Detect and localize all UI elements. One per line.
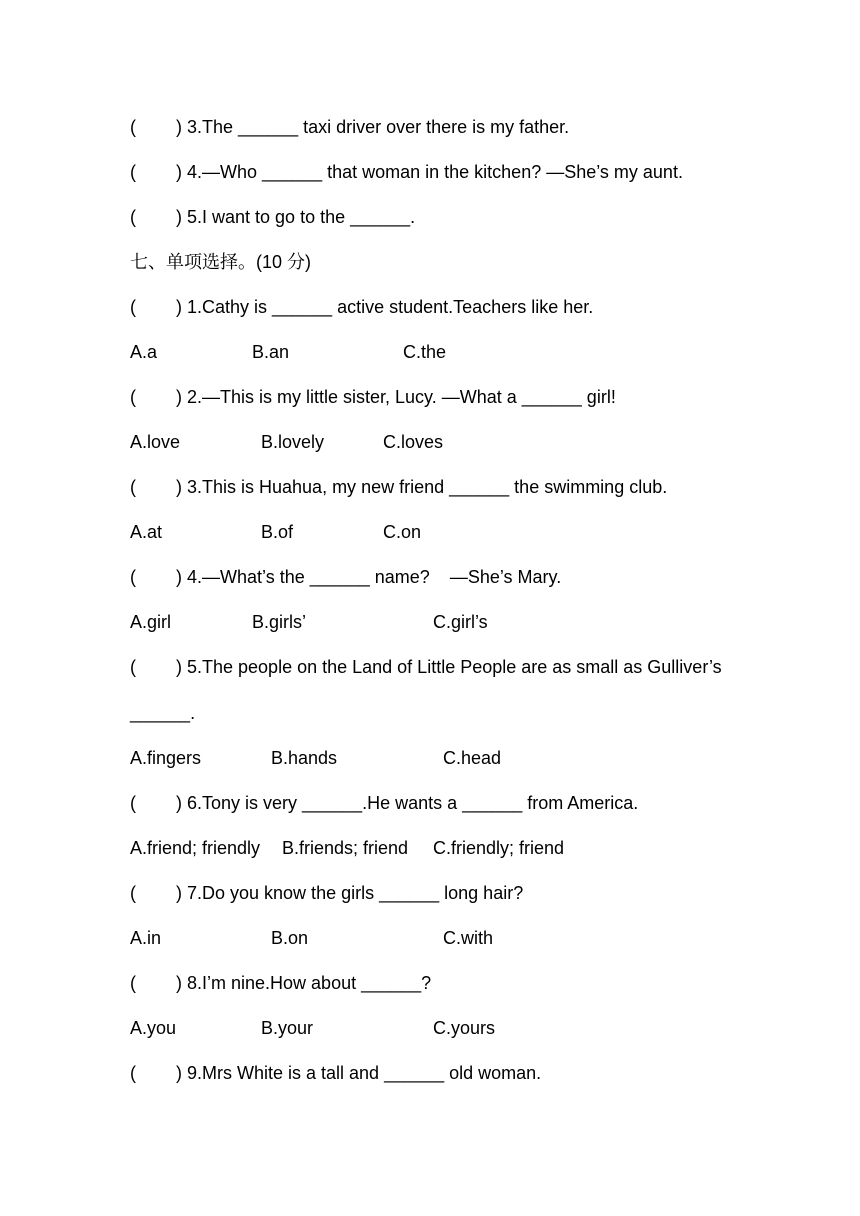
option-a: A.friend; friendly — [130, 838, 261, 858]
option-b: B.an — [252, 342, 290, 362]
options-row — [130, 747, 730, 769]
option-c: C.friendly; friend — [433, 838, 565, 858]
question — [130, 386, 616, 408]
options-row — [130, 341, 730, 363]
fill-item — [130, 116, 569, 138]
question — [130, 296, 593, 318]
question — [130, 566, 561, 588]
option-a: A.you — [130, 1018, 177, 1038]
section-title: 七、单项选择。(10 分) — [130, 252, 312, 272]
option-c: C.yours — [433, 1018, 496, 1038]
question — [130, 792, 638, 814]
fill-item — [130, 161, 683, 183]
question — [130, 882, 523, 904]
option-b: B.friends; friend — [282, 838, 409, 858]
options-row — [130, 1017, 730, 1039]
answer-paren: ( — [130, 162, 136, 182]
question-text: ) 4.—Who ______ that woman in the kitchen? —She’s my aunt. — [176, 162, 683, 182]
option-a: A.love — [130, 432, 181, 452]
options-row — [130, 837, 730, 859]
answer-paren: ( — [130, 973, 136, 993]
option-b: B.your — [261, 1018, 314, 1038]
option-c: C.loves — [383, 432, 444, 452]
options-row — [130, 431, 730, 453]
question-text: ) 5.I want to go to the ______. — [176, 207, 416, 227]
answer-paren: ( — [130, 387, 136, 407]
question — [130, 656, 722, 678]
option-a: A.at — [130, 522, 163, 542]
question-text: ) 2.—This is my little sister, Lucy. —What a ______ girl! — [176, 387, 616, 407]
option-a: A.fingers — [130, 748, 202, 768]
option-c: C.on — [383, 522, 422, 542]
option-b: B.lovely — [261, 432, 325, 452]
question-text: ) 9.Mrs White is a tall and ______ old woman. — [176, 1063, 542, 1083]
question — [130, 972, 431, 994]
option-a: A.in — [130, 928, 162, 948]
question-text: ) 1.Cathy is ______ active student.Teachers like her. — [176, 297, 594, 317]
fill-item — [130, 206, 415, 228]
option-c: C.girl’s — [433, 612, 488, 632]
options-row — [130, 611, 730, 633]
option-b: B.girls’ — [252, 612, 307, 632]
question — [130, 476, 667, 498]
options-row — [130, 521, 730, 543]
option-a: A.girl — [130, 612, 172, 632]
answer-paren: ( — [130, 297, 136, 317]
answer-paren: ( — [130, 1063, 136, 1083]
answer-paren: ( — [130, 477, 136, 497]
options-row — [130, 927, 730, 949]
question-continuation: ______. — [130, 703, 196, 723]
option-a: A.a — [130, 342, 158, 362]
answer-paren: ( — [130, 793, 136, 813]
option-c: C.with — [443, 928, 494, 948]
option-b: B.hands — [271, 748, 338, 768]
answer-paren: ( — [130, 657, 136, 677]
question-text: ) 8.I’m nine.How about ______? — [176, 973, 432, 993]
option-b: B.on — [271, 928, 309, 948]
question-text: ) 7.Do you know the girls ______ long hair? — [176, 883, 524, 903]
question-text: ) 4.—What’s the ______ name? —She’s Mary. — [176, 567, 562, 587]
answer-paren: ( — [130, 883, 136, 903]
answer-paren: ( — [130, 567, 136, 587]
option-c: C.head — [443, 748, 502, 768]
question-text: ) 5.The people on the Land of Little People are as small as Gulliver’s — [176, 657, 722, 677]
question-text: ) 6.Tony is very ______.He wants a ______ from America. — [176, 793, 639, 813]
option-b: B.of — [261, 522, 294, 542]
question — [130, 1062, 541, 1084]
option-c: C.the — [403, 342, 447, 362]
question-text: ) 3.This is Huahua, my new friend ______ the swimming club. — [176, 477, 668, 497]
answer-paren: ( — [130, 117, 136, 137]
answer-paren: ( — [130, 207, 136, 227]
question-text: ) 3.The ______ taxi driver over there is my father. — [176, 117, 570, 137]
